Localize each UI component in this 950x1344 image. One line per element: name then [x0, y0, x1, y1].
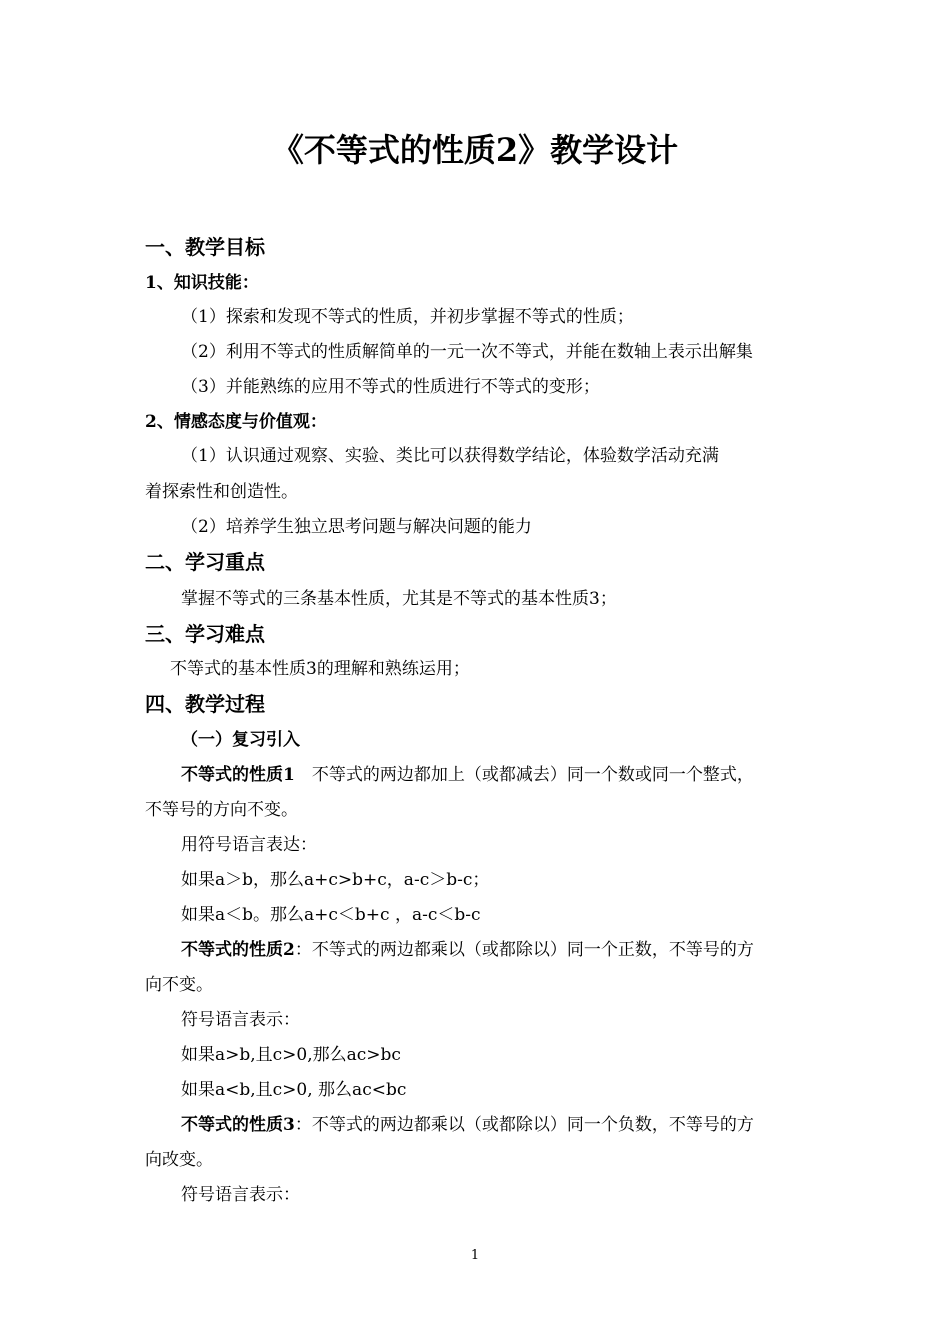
- heading-key-points: 二、学习重点: [145, 550, 265, 574]
- property-1-text: 不等式的两边都加上（或都减去）同一个数或同一个整式，: [294, 765, 754, 785]
- document-title: 《不等式的性质2》教学设计: [271, 131, 679, 169]
- objective-item: （2）培养学生独立思考问题与解决问题的能力: [181, 517, 532, 537]
- property-3-label: 不等式的性质3: [181, 1115, 295, 1135]
- key-points-text: 掌握不等式的三条基本性质，尤其是不等式的基本性质3；: [181, 589, 617, 609]
- property-2-formula: 如果a<b,且c>0, 那么ac<bc: [181, 1080, 407, 1100]
- objective-item: （2）利用不等式的性质解简单的一元一次不等式，并能在数轴上表示出解集: [181, 342, 753, 362]
- heading-objectives: 一、教学目标: [145, 235, 265, 259]
- page-number: 1: [470, 1248, 480, 1263]
- property-2-symbol-label: 符号语言表示：: [181, 1010, 300, 1030]
- property-3-continued: 向改变。: [145, 1150, 213, 1170]
- property-3-symbol-label: 符号语言表示：: [181, 1185, 300, 1205]
- property-2-text: ：不等式的两边都乘以（或都除以）同一个正数，不等号的方: [294, 940, 754, 960]
- objective-item: （1）认识通过观察、实验、类比可以获得数学结论，体验数学活动充满: [181, 446, 719, 466]
- property-2-continued: 向不变。: [145, 975, 213, 995]
- property-1-symbol-label: 用符号语言表达：: [181, 835, 317, 855]
- property-3-text: ：不等式的两边都乘以（或都除以）同一个负数，不等号的方: [294, 1115, 754, 1135]
- subheading-review-intro: （一）复习引入: [181, 730, 300, 750]
- property-3-statement: [181, 1113, 754, 1137]
- objective-item: （1）探索和发现不等式的性质，并初步掌握不等式的性质；: [181, 307, 634, 327]
- property-1-statement: [181, 763, 754, 787]
- heading-teaching-process: 四、教学过程: [145, 692, 265, 716]
- objective-item-continued: 着探索性和创造性。: [145, 482, 298, 502]
- subheading-knowledge-skills: 1、知识技能：: [145, 273, 259, 293]
- subheading-attitudes-values: 2、情感态度与价值观：: [145, 412, 327, 432]
- difficulties-text: 不等式的基本性质3的理解和熟练运用；: [170, 659, 470, 679]
- property-1-formula: 如果a＜b。那么a+c＜b+c ，a-c＜b-c: [181, 905, 481, 925]
- heading-difficulties: 三、学习难点: [145, 622, 265, 646]
- objective-item: （3）并能熟练的应用不等式的性质进行不等式的变形；: [181, 377, 600, 397]
- property-1-continued: 不等号的方向不变。: [145, 800, 298, 820]
- property-2-statement: [181, 938, 754, 962]
- property-1-formula: 如果a＞b，那么a+c>b+c，a-c＞b-c；: [181, 870, 490, 890]
- property-2-label: 不等式的性质2: [181, 940, 295, 960]
- property-2-formula: 如果a>b,且c>0,那么ac>bc: [181, 1045, 401, 1065]
- property-1-label: 不等式的性质1: [181, 765, 295, 785]
